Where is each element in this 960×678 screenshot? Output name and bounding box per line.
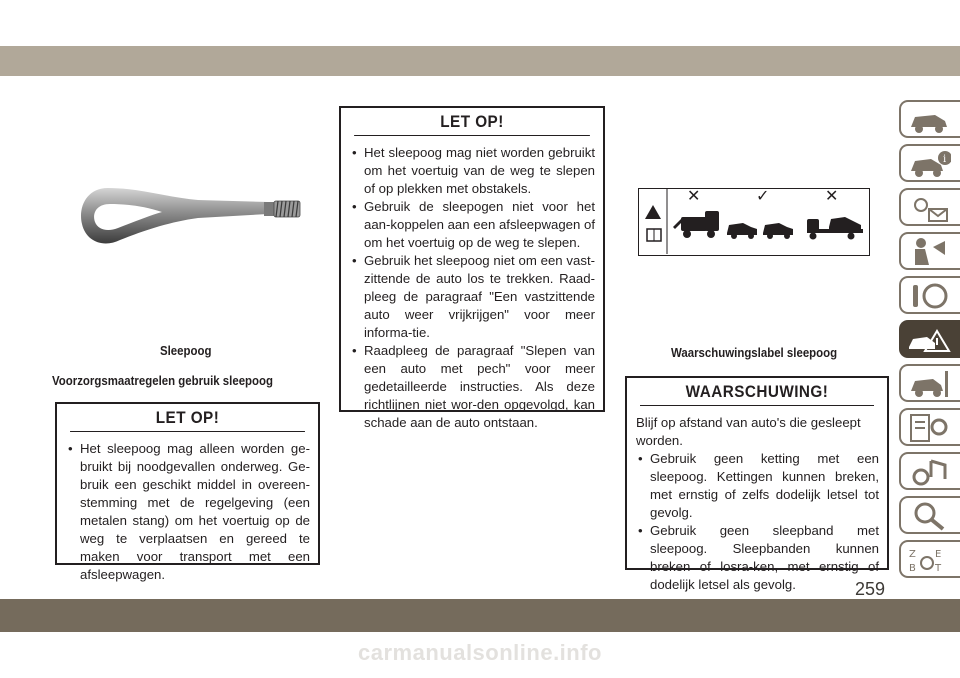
warning-intro: Blijf op afstand van auto's die gesleept worden. <box>636 415 861 448</box>
starting-driving-icon <box>907 281 951 311</box>
page-number: 259 <box>855 579 886 599</box>
warning-item: • Gebruik geen sleepband met sleepoog. Sleepbanden kunnen breken of losra-ken, met ernstig of dodelijk letsel als gevolg. <box>636 522 879 594</box>
svg-text:Z: Z <box>909 549 916 560</box>
tow-eye-image <box>78 180 308 270</box>
car-info-icon <box>907 149 951 179</box>
tab-car-info[interactable] <box>899 144 960 182</box>
caution-item: • Gebruik de sleepogen niet voor het aan-koppelen aan een afsleepwagen of om het voertuig op de weg te slepen. <box>350 198 595 252</box>
label-figure-caption: Waarschuwingslabel sleepoog <box>671 345 838 360</box>
caution-title: LET OP! <box>70 404 305 432</box>
warning-item: • Gebruik geen ketting met een sleepoog. Kettingen kunnen breken, met ernstig of zelfs dodelijk letsel tot gevolg. <box>636 450 879 522</box>
tab-seats-airbags[interactable] <box>899 232 960 270</box>
tow-warning-label-image <box>638 188 870 256</box>
caution-box-middle <box>339 106 605 430</box>
multimedia-icon <box>907 457 951 487</box>
not-allowed-mark: ✕ <box>687 188 701 205</box>
hook-figure-caption: Sleepoog <box>160 343 212 358</box>
tab-search[interactable] <box>899 496 960 534</box>
allowed-mark: ✓ <box>756 188 770 205</box>
car-dashboard-icon <box>907 105 951 135</box>
emergency-car-icon <box>907 325 951 355</box>
top-band <box>0 46 960 76</box>
svg-text:T: T <box>935 563 942 574</box>
caution-item: • Raadpleeg de paragraaf "Slepen van een auto met pech" voor meer gedetailleerde instructies. Als deze richtlijnen niet wor-den opgevolgd, kan schade aan de auto ontstaan. <box>350 342 595 432</box>
caution-title: LET OP! <box>354 108 590 136</box>
svg-text:E: E <box>935 549 942 560</box>
index-icon <box>907 545 951 575</box>
warning-title: WAARSCHUWING! <box>640 378 874 406</box>
svg-text:B: B <box>909 563 916 574</box>
caution-item: • Het sleepoog mag niet worden gebruikt om het voertuig van de weg te slepen of op plekken met obstakels. <box>350 144 595 198</box>
specifications-icon <box>907 413 951 443</box>
tab-emergency[interactable] <box>899 320 960 358</box>
tab-warning-lights[interactable] <box>899 188 960 226</box>
tab-starting-driving[interactable] <box>899 276 960 314</box>
caution-item: • Gebruik het sleepoog niet om een vast-zittende de auto los te trekken. Raad-pleeg de paragraaf "Een vastzittende auto weer vrijkrijgen" voor meer informa-tie. <box>350 252 595 342</box>
tab-car-dashboard[interactable] <box>899 100 960 138</box>
tab-specifications[interactable] <box>899 408 960 446</box>
bottom-band <box>0 599 960 632</box>
caution-box-left <box>55 402 320 582</box>
caution-item: • Het sleepoog mag alleen worden ge-bruikt bij noodgevallen onderweg. Ge-bruik een geschikt middel in overeen-stemming met de regelgeving (een metalen stang) om het voertuig op de weg te verplaatsen en gereed te maken voor transport met een afsleepwagen. <box>66 440 310 584</box>
car-service-icon <box>907 369 951 399</box>
tab-index[interactable] <box>899 540 960 578</box>
watermark: carmanualsonline.info <box>358 640 602 665</box>
svg-text:i: i <box>943 154 947 165</box>
search-icon <box>907 501 951 531</box>
seat-airbag-icon <box>907 237 951 267</box>
tab-service[interactable] <box>899 364 960 402</box>
tab-multimedia[interactable] <box>899 452 960 490</box>
warning-triangle-icon <box>645 205 661 219</box>
section-heading: Voorzorgsmaatregelen gebruik sleepoog <box>52 373 274 388</box>
warning-lights-message-icon <box>907 193 951 223</box>
not-allowed-mark: ✕ <box>825 188 839 205</box>
